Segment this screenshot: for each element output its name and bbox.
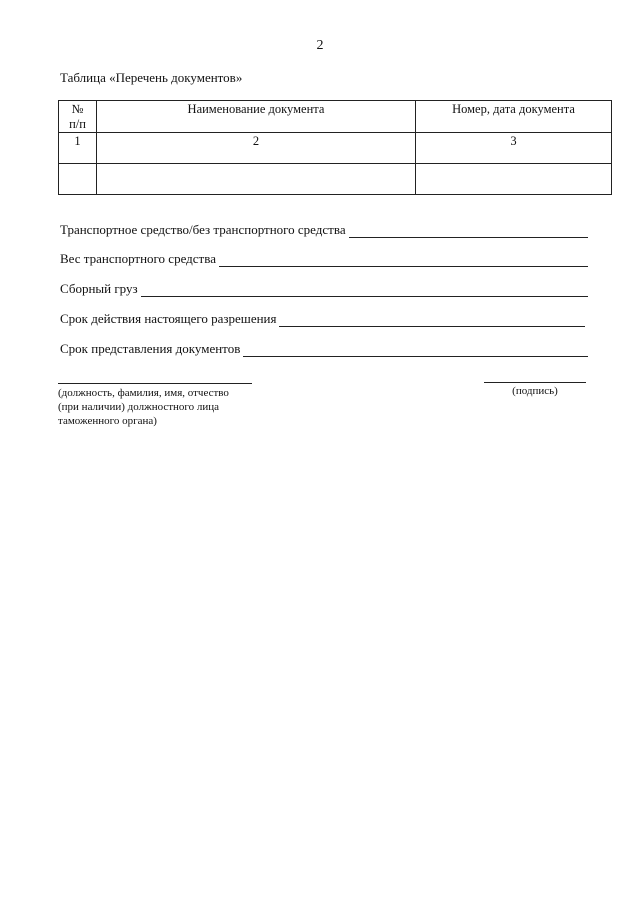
- field-submission-line[interactable]: [243, 344, 588, 357]
- column-number-2: 2: [97, 133, 416, 164]
- field-cargo-line[interactable]: [141, 284, 588, 297]
- table-cell[interactable]: [97, 164, 416, 195]
- column-number-1: 1: [59, 133, 97, 164]
- field-submission-label: Срок представления документов: [60, 341, 241, 356]
- documents-table: [58, 100, 612, 195]
- header-document-name: Наименование документа: [97, 101, 416, 133]
- field-transport-line[interactable]: [349, 225, 588, 238]
- field-validity-line[interactable]: [279, 314, 585, 327]
- field-submission: [60, 341, 588, 357]
- field-weight-line[interactable]: [219, 254, 588, 267]
- header-number: [59, 101, 97, 133]
- field-weight-label: Вес транспортного средства: [60, 251, 216, 266]
- official-caption-line2: (при наличии) должностного лица: [58, 401, 220, 413]
- official-caption-line3: таможенного органа): [58, 415, 157, 427]
- field-transport: [60, 222, 588, 238]
- header-document-number-date: Номер, дата документа: [416, 101, 612, 133]
- header-number-line2: п/п: [69, 117, 86, 131]
- table-cell[interactable]: [416, 164, 612, 195]
- table-row: [59, 164, 612, 195]
- official-caption-line1: (должность, фамилия, имя, отчество: [58, 387, 229, 399]
- signature-caption: (подпись): [512, 385, 558, 397]
- page-number: 2: [316, 38, 324, 53]
- official-signature-line[interactable]: [58, 383, 252, 384]
- signature-line[interactable]: [484, 382, 586, 383]
- field-cargo: [60, 281, 588, 297]
- official-caption: [58, 386, 268, 428]
- header-number-line1: №: [71, 102, 84, 116]
- table-cell[interactable]: [59, 164, 97, 195]
- field-validity-label: Срок действия настоящего разрешения: [60, 311, 277, 326]
- column-number-3: 3: [416, 133, 612, 164]
- table-column-numbers-row: [59, 133, 612, 164]
- field-validity: [60, 311, 585, 327]
- field-transport-label: Транспортное средство/без транспортного средства: [60, 222, 346, 237]
- table-title: Таблица «Перечень документов»: [60, 70, 243, 85]
- field-weight: [60, 251, 588, 267]
- table-header-row: [59, 101, 612, 133]
- field-cargo-label: Сборный груз: [60, 281, 138, 296]
